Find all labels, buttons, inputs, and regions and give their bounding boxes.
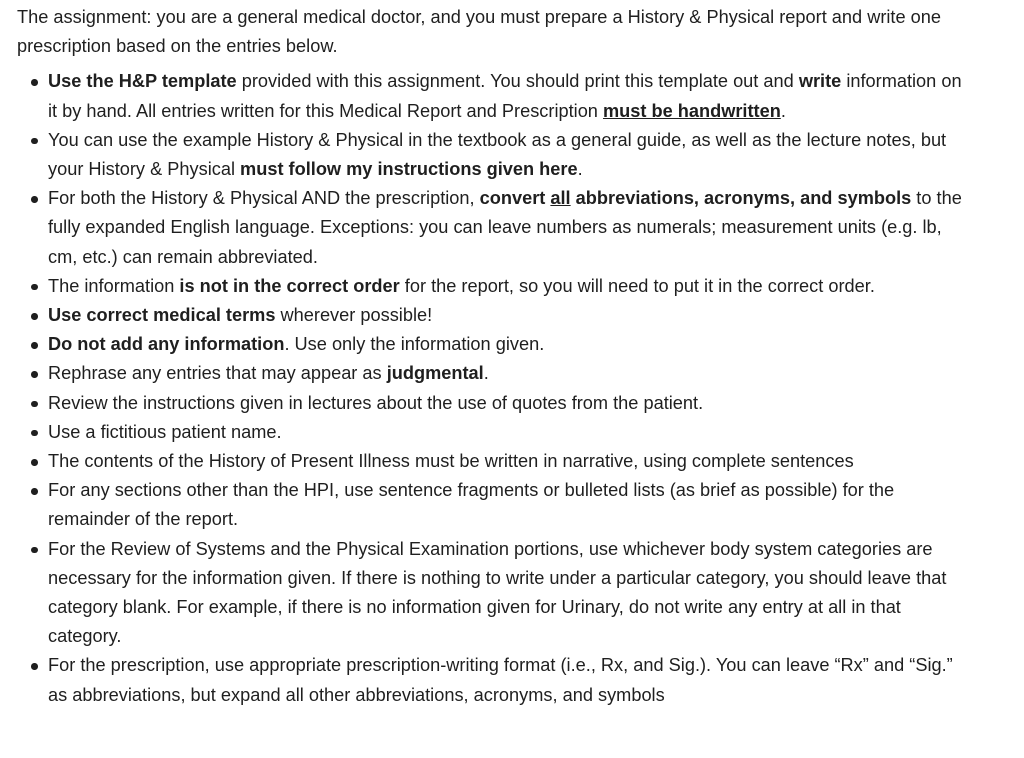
- list-item-review-of-systems: [48, 535, 967, 652]
- bold-text: is not in the correct order: [179, 275, 400, 296]
- bold-text: Use the H&P template: [48, 71, 237, 92]
- item-text: You can use the example History & Physical in the textbook as a general guide, as well as the lecture notes, but your History & Physical: [48, 129, 947, 180]
- list-item-prescription: [48, 651, 967, 709]
- list-item-template: [48, 67, 967, 125]
- item-text: Use a fictitious patient name.: [48, 421, 282, 442]
- item-text: wherever possible!: [275, 305, 433, 326]
- item-text: For both the History & Physical AND the prescription,: [48, 188, 480, 209]
- bold-text: write: [798, 71, 842, 92]
- list-item-order: [48, 272, 967, 301]
- item-text: Review the instructions given in lectures about the use of quotes from the patient.: [48, 392, 704, 413]
- item-text: .: [780, 100, 786, 121]
- list-item-medical-terms: [48, 301, 967, 330]
- item-text: For the Review of Systems and the Physical Examination portions, use whichever body system categories are necessary for the information given. If there is nothing to write under a particular category, you should leave that category blank. For example, if there is no information given for Urinary, do not write any entry at all in that category.: [48, 538, 947, 647]
- instruction-list: [17, 67, 967, 709]
- bold-text: judgmental: [386, 363, 484, 384]
- list-item-no-additions: [48, 330, 967, 359]
- item-text: For the prescription, use appropriate prescription-writing format (i.e., Rx, and Sig.). You can leave “Rx” and “Sig.” as abbreviations, but expand all other abbreviations, acronyms, and symbols: [48, 655, 953, 705]
- list-item-quotes: [48, 389, 967, 418]
- item-text: For any sections other than the HPI, use sentence fragments or bulleted lists (as brief as possible) for the remainder of the report.: [48, 480, 895, 530]
- bold-text: must follow my instructions given here: [240, 159, 578, 180]
- item-text: provided with this assignment. You should print this template out and: [236, 71, 799, 92]
- list-item-example-guide: [48, 126, 967, 184]
- bold-underlined-text: all: [550, 188, 571, 209]
- item-text: .: [483, 363, 489, 384]
- bold-text: Use correct medical terms: [48, 305, 276, 326]
- item-text: .: [577, 159, 583, 180]
- bold-text: convert: [479, 188, 551, 209]
- item-text: The information: [48, 275, 180, 296]
- item-text: for the report, so you will need to put it in the correct order.: [399, 275, 875, 296]
- list-item-judgmental: [48, 359, 967, 388]
- item-text: to the fully expanded English language. Exceptions: you can leave numbers as numerals; measurement units (e.g. lb, cm, etc.) can remain abbreviated.: [48, 188, 962, 267]
- item-text: information on it by hand. All entries written for this Medical Report and Prescription: [48, 71, 962, 121]
- item-text: The contents of the History of Present Illness must be written in narrative, using complete sentences: [48, 451, 854, 472]
- list-item-hpi-narrative: [48, 447, 967, 476]
- bold-underlined-text: must be handwritten: [602, 100, 781, 121]
- list-item-abbreviations: [48, 184, 967, 272]
- list-item-patient-name: [48, 418, 967, 447]
- list-item-other-sections: [48, 476, 967, 534]
- item-text: . Use only the information given.: [284, 334, 545, 355]
- intro-paragraph: The assignment: you are a general medical doctor, and you must prepare a History & Physical report and write one prescription based on the entries below.: [17, 7, 942, 57]
- bold-text: abbreviations, acronyms, and symbols: [570, 188, 912, 209]
- item-text: Rephrase any entries that may appear as: [48, 363, 387, 384]
- bold-text: Do not add any information: [48, 334, 285, 355]
